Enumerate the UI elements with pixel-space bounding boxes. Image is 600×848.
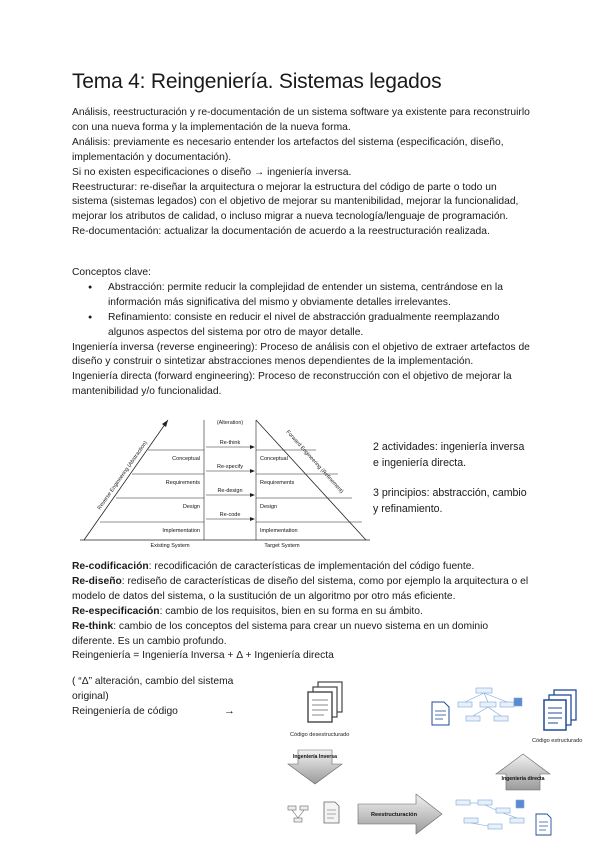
doc-icon <box>432 702 449 725</box>
inverse-engineering-label: Ingeniería Inversa <box>292 754 338 760</box>
concepts-heading: Conceptos clave: <box>72 267 151 278</box>
bottom-left-structure <box>288 806 308 822</box>
concept-paragraph: Ingeniería directa (forward engineering): Proceso de reconstrucción con el objetivo de mejorar la mantenibilidad y/o funcionalidad. <box>72 371 512 398</box>
definition <box>72 560 532 575</box>
left-arrow-label: Reverse Engineering (Abstraction) <box>96 440 149 512</box>
left-arrow-head <box>162 420 168 427</box>
code-reengineering-label: Reingeniería de código <box>72 706 178 717</box>
page-title: Tema 4: Reingeniería. Sistemas legados <box>72 70 442 93</box>
concept-bullet: ● Refinamiento: consiste en reducir el nivel de abstracción gradualmente reemplazando algunos aspectos del sistema por otro de mayor detalle. <box>72 311 532 341</box>
definition-text: : recodificación de características de implementación del código fuente. <box>148 561 475 572</box>
definition <box>72 575 532 605</box>
intro-paragraph: Análisis, reestructuración y re-documentación de un sistema software ya existente para reconstruirlo con una nueva forma y la implementación de la nueva forma. <box>72 107 530 133</box>
unstructured-code-icon <box>308 682 342 722</box>
restructuring-label: Reestructuración <box>370 812 418 818</box>
definition-text: : rediseño de características de diseño del sistema, como por ejemplo la arquitectura o el modelo de datos del sistema, o la sustitución de un algoritmo por otro más eficiente. <box>72 575 529 602</box>
left-base-label: Existing System <box>150 543 190 548</box>
definition-text: : cambio de los conceptos del sistema para crear un nuevo sistema en un dominio diferente. Es un cambio profundo. <box>72 620 489 647</box>
doc-icon <box>324 802 339 823</box>
definition-term: Re-diseño <box>72 575 122 587</box>
unstructured-code-label: Código desestructurado <box>290 732 350 738</box>
intro-paragraph: Reestructurar: re-diseñar la arquitectura o mejorar la estructura del código de parte o todo un sistema (sistemas legados) con el objetivo de mejorar su mantenibilidad, mejorar la funcionalidad, mejorar los atributos de calidad, o incluso migrar a nueva tecnología/lenguaje de programación. <box>72 181 519 223</box>
arrow-icon: → <box>224 705 235 717</box>
structured-code-icon <box>544 690 576 730</box>
side-note: 3 principios: abstracción, cambio y refinamiento. <box>373 487 527 515</box>
intro-paragraph: Si no existen especificaciones o diseño → ingeniería inversa. <box>72 166 352 178</box>
action-label: Re-think <box>219 440 241 446</box>
formula-note: ( “Δ” alteración, cambio del sistema original) <box>72 676 234 702</box>
left-level-label: Conceptual <box>172 456 200 462</box>
intro-section <box>72 106 532 240</box>
right-level-label: Design <box>260 504 278 510</box>
definition <box>72 605 532 620</box>
definition <box>72 620 532 650</box>
right-level-label: Conceptual <box>260 456 288 462</box>
action-label: Re-design <box>217 488 243 494</box>
intro-paragraph: Análisis: previamente es necesario entender los artefactos del sistema (especificación, diseño, implementación y documentación). <box>72 136 504 163</box>
action-label: Re-code <box>219 512 241 518</box>
definition-term: Re-think <box>72 620 114 632</box>
top-structure-diagram <box>458 688 522 721</box>
concept-paragraph: Ingeniería inversa (reverse engineering): Proceso de análisis con el objetivo de extraer artefactos de diseño y construir o sintetizar abstracciones menos dependientes de la implementación. <box>72 341 530 368</box>
side-note: 2 actividades: ingeniería inversa e ingeniería directa. <box>373 441 525 469</box>
definition-term: Re-especificación <box>72 605 160 617</box>
intro-paragraph: Re-documentación: actualizar la documentación de acuerdo a la reestructuración realizada. <box>72 226 490 238</box>
top-label: (Alteration) <box>216 420 244 426</box>
left-level-label: Implementation <box>162 528 200 534</box>
direct-engineering-label: Ingeniería directa <box>501 776 545 782</box>
bottom-structure-diagram <box>456 800 524 829</box>
left-level-label: Design <box>182 504 200 510</box>
right-level-label: Implementation <box>260 528 298 534</box>
right-level-label: Requirements <box>260 480 295 486</box>
reengineering-diagram <box>80 414 372 548</box>
direct-engineering-arrow <box>496 754 550 790</box>
concept-bullet: ● Abstracción: permite reducir la complejidad de entender un sistema, centrándose en la información más significativa del mismo y obviamente detalles irrelevantes. <box>72 281 532 311</box>
formula: Reingeniería = Ingeniería Inversa + Δ + Ingeniería directa <box>72 650 334 662</box>
definitions-section <box>72 560 532 664</box>
left-level-label: Requirements <box>165 480 200 486</box>
structured-code-label: Código estructurado <box>532 738 583 744</box>
right-arrow-label: Forward Engineering (Refinement) <box>284 429 345 495</box>
definition-term: Re-codificación <box>72 561 149 572</box>
doc-icon <box>536 814 551 835</box>
concepts-section <box>72 266 532 400</box>
definition-text: : cambio de los requisitos, bien en su forma en su ámbito. <box>159 605 423 617</box>
code-reengineering-figure <box>284 676 600 848</box>
right-base-label: Target System <box>264 543 300 548</box>
action-label: Re-specify <box>217 464 243 470</box>
